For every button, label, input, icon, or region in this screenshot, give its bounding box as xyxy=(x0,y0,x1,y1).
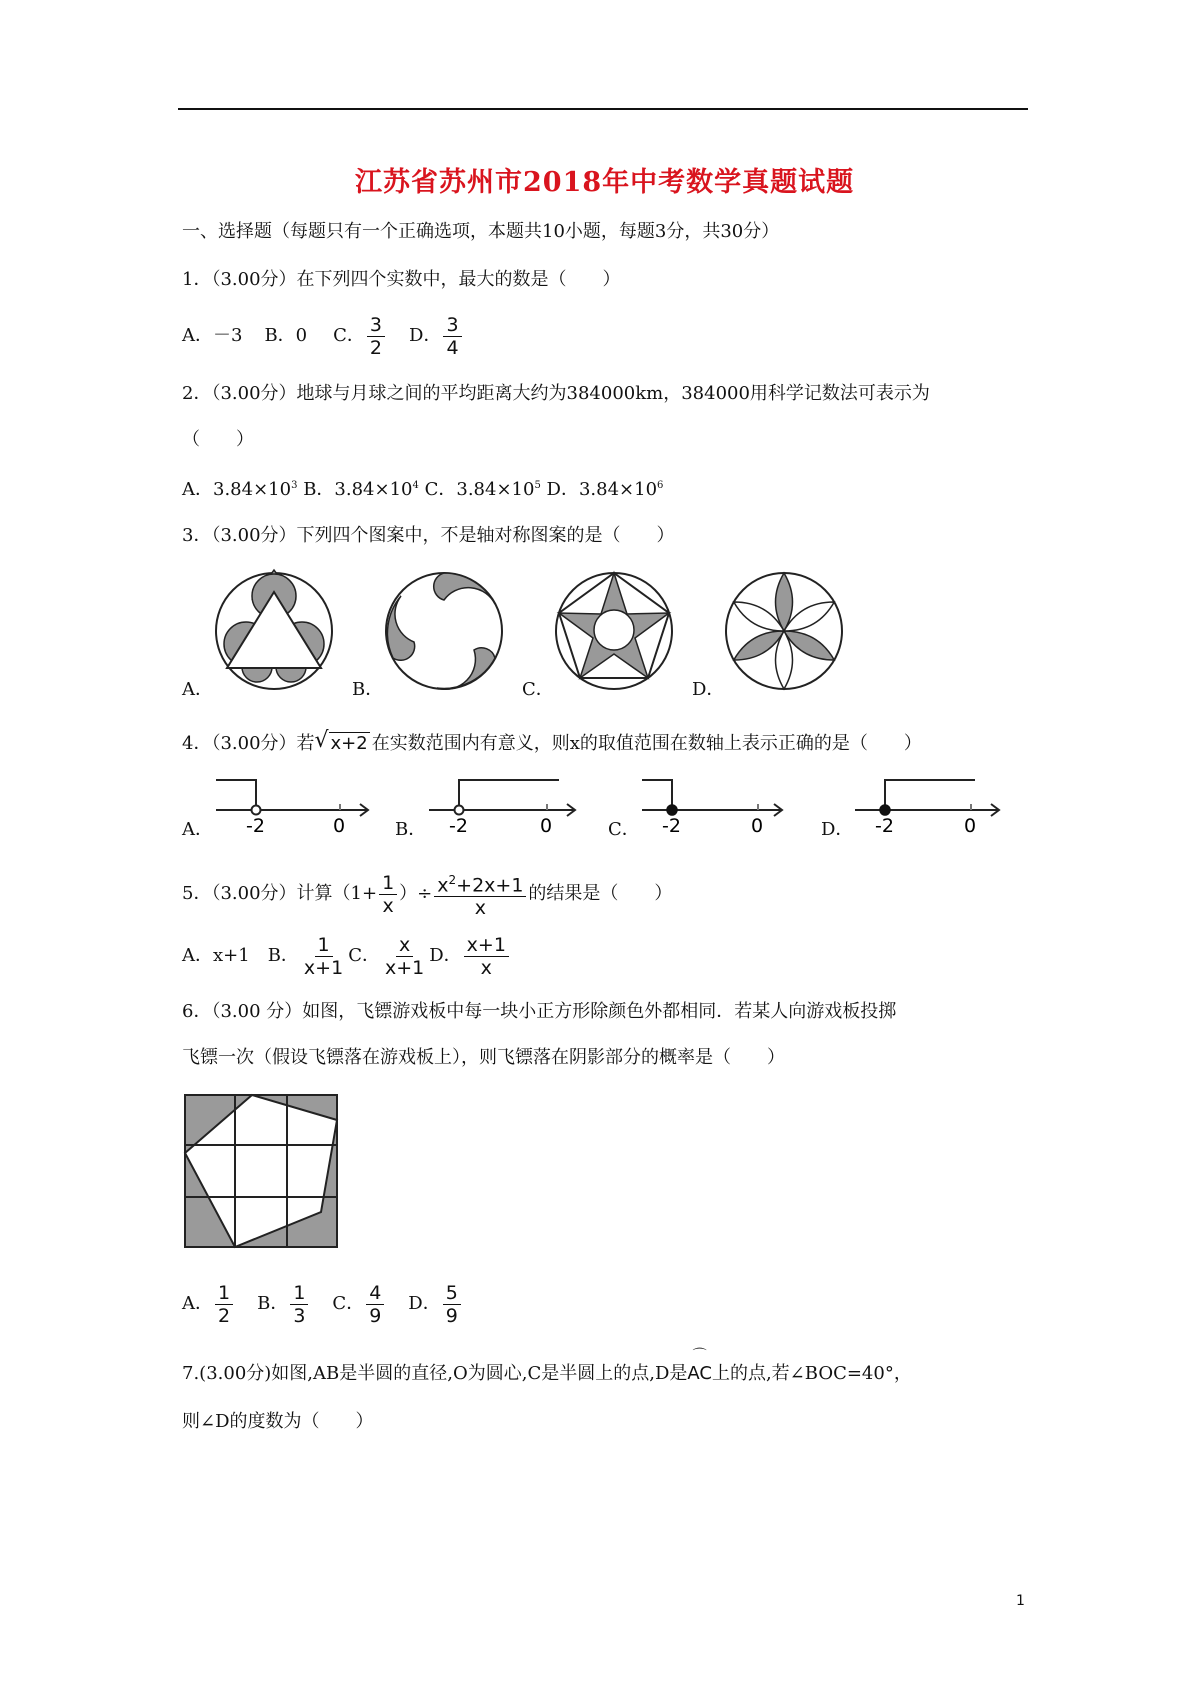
q2-stem-paren: （ ） xyxy=(182,429,254,450)
section-heading: 一、选择题（每题只有一个正确选项，本题共10小题，每题3分，共30分） xyxy=(182,221,780,242)
q4c-tick-neg2: -2 xyxy=(662,815,681,837)
q1-option-b: B．0 xyxy=(264,325,308,346)
q4a-tick-0: 0 xyxy=(333,815,346,837)
q3-figure-b xyxy=(383,570,505,692)
q6-dartboard-figure xyxy=(184,1094,338,1248)
q4-option-b-label: B． xyxy=(395,819,427,840)
q4-numberline-a xyxy=(212,776,372,836)
q6-option-c-label: C． xyxy=(332,1293,365,1314)
q6-option-b-fraction: $\frac{1}{3}$ xyxy=(290,1282,308,1327)
q5-option-c-label: C． xyxy=(348,945,380,966)
q6-option-d-label: D． xyxy=(408,1293,441,1314)
q4-option-d-label: D． xyxy=(821,819,854,840)
page-title: 江苏省苏州市2018年中考数学真题试题 xyxy=(355,167,855,198)
q5-option-c-fraction: $\frac{x}{x+1}$ xyxy=(384,933,425,979)
q5-fraction-poly: $\frac{x^2+2x+1}{x}$ xyxy=(434,869,526,919)
q7-stem: 7.(3.00分)如图,AB是半圆的直径,O为圆心,C是半圆上的点,D是 ⌒ AC上的点,若∠BOC=40°， xyxy=(182,1348,912,1384)
q4d-tick-neg2: -2 xyxy=(875,815,894,837)
q4c-tick-0: 0 xyxy=(751,815,764,837)
q3-figure-d xyxy=(723,570,845,692)
q5-option-b-label: B． xyxy=(267,945,299,966)
q6-option-b-label: B． xyxy=(257,1293,289,1314)
header-rule xyxy=(178,108,1028,110)
q4-radical: √ x+2 xyxy=(314,728,368,754)
q4-numberline-d xyxy=(851,776,1011,836)
q5-fraction-1-over-x: $\frac{1}{x}$ xyxy=(379,872,397,917)
q3-figure-a xyxy=(213,570,335,692)
q3-option-d-label: D． xyxy=(692,679,725,700)
q6-stem: 6．（3.00 分）如图，飞镖游戏板中每一块小正方形除颜色外都相同．若某人向游戏板投掷 xyxy=(182,1001,897,1022)
q5-options xyxy=(182,928,511,984)
q1-option-a: A．－3 xyxy=(182,325,243,346)
q1-option-d-label: D． xyxy=(409,325,442,346)
q2-option-b: B．$3.84\times 10^4$ xyxy=(303,479,419,500)
q6-options xyxy=(182,1276,463,1332)
q6-option-a-label: A． xyxy=(182,1293,213,1314)
q4-stem: 4．（3.00分）若 √ x+2 在实数范围内有意义，则x的取值范围在数轴上表示正确的是（ ） xyxy=(182,728,922,754)
q4-numberline-b xyxy=(425,776,585,836)
q1-option-c-label: C． xyxy=(333,325,365,346)
q3-option-a-label: A． xyxy=(182,679,213,700)
q2-options xyxy=(182,474,663,502)
q4d-tick-0: 0 xyxy=(964,815,977,837)
q4-numberline-c xyxy=(638,776,798,836)
q4-option-a-label: A． xyxy=(182,819,213,840)
q7-stem-line2: 则∠D的度数为（ ） xyxy=(182,1411,374,1432)
q6-option-c-fraction: $\frac{4}{9}$ xyxy=(366,1282,384,1327)
q3-option-c-label: C． xyxy=(522,679,554,700)
q2-stem: 2．（3.00分）地球与月球之间的平均距离大约为384000km，384000用科学记数法可表示为 xyxy=(182,383,930,404)
q6-stem-line2: 飞镖一次（假设飞镖落在游戏板上），则飞镖落在阴影部分的概率是（ ） xyxy=(182,1047,785,1068)
q3-figure-c xyxy=(553,570,675,692)
q5-option-a: A．x+1 xyxy=(182,945,250,966)
q7-arc-ac: ⌒ AC xyxy=(687,1348,712,1384)
q4a-tick-neg2: -2 xyxy=(246,815,265,837)
q6-option-a-fraction: $\frac{1}{2}$ xyxy=(215,1282,233,1327)
q2-option-a: A．$3.84\times 10^3$ xyxy=(182,479,298,500)
q5-stem: 5．（3.00分）计算（1+ $\frac{1}{x}$ ）÷ $\frac{x^2+2x+1}{x}$ 的结果是（ ） xyxy=(182,866,672,922)
q4-option-c-label: C． xyxy=(608,819,640,840)
q1-option-d-fraction: $\frac{3}{4}$ xyxy=(443,314,461,359)
q5-option-d-label: D． xyxy=(429,945,462,966)
q3-option-b-label: B． xyxy=(352,679,384,700)
page-number: 1 xyxy=(1016,1593,1025,1609)
q5-option-b-fraction: $\frac{1}{x+1}$ xyxy=(303,933,344,979)
q4b-tick-neg2: -2 xyxy=(449,815,468,837)
q1-stem: 1．（3.00分）在下列四个实数中，最大的数是（ ） xyxy=(182,269,621,290)
q1-options xyxy=(182,310,464,362)
q3-stem: 3．（3.00分）下列四个图案中，不是轴对称图案的是（ ） xyxy=(182,525,675,546)
q2-option-d: D．$3.84\times 10^6$ xyxy=(546,479,664,500)
q5-option-d-fraction: $\frac{x+1}{x}$ xyxy=(464,934,509,979)
q6-option-d-fraction: $\frac{5}{9}$ xyxy=(443,1282,461,1327)
q4b-tick-0: 0 xyxy=(540,815,553,837)
q2-option-c: C．$3.84\times 10^5$ xyxy=(424,479,541,500)
q1-option-c-fraction: $\frac{3}{2}$ xyxy=(367,314,385,359)
